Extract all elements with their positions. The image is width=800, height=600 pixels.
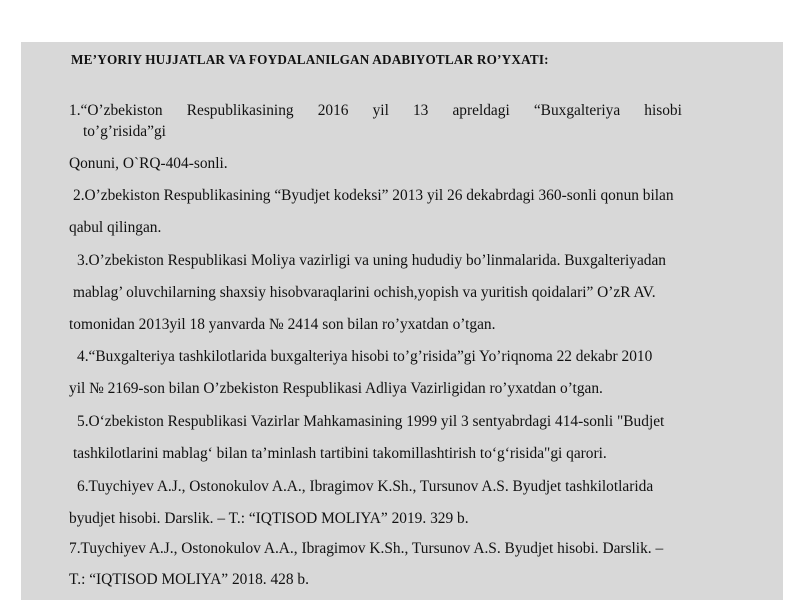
reference-2-line-1: 2.O’zbekiston Respublikasining “Byudjet kodeksi” 2013 yil 26 dekabrdagi 360-sonli qonun bilan <box>73 187 674 204</box>
reference-4-line-1: 4.“Buxgalteriya tashkilotlarida buxgalteriya hisobi to’g’risida”gi Yo’riqnoma 22 dekabr 2010 <box>77 348 653 365</box>
reference-1-line-1 <box>69 103 682 118</box>
reference-3-line-3: tomonidan 2013yil 18 yanvarda № 2414 son bilan ro’yxatdan o’tgan. <box>69 316 496 333</box>
word: 2016 <box>317 102 349 119</box>
document-body <box>21 42 783 600</box>
reference-2-line-2: qabul qilingan. <box>69 219 162 236</box>
document-page <box>21 42 783 600</box>
reference-1-line-2: to’g’risida”gi <box>83 123 166 140</box>
reference-7-line-2: T.: “IQTISOD MOLIYA” 2018. 428 b. <box>69 571 309 588</box>
reference-4-line-2: yil № 2169-son bilan O’zbekiston Respublikasi Adliya Vazirligidan ro’yxatdan o’tgan. <box>69 380 603 397</box>
reference-7-line-1: 7.Tuychiyev A.J., Ostonokulov A.A., Ibragimov K.Sh., Tursunov A.S. Byudjet hisobi. Darslik. – <box>69 540 664 557</box>
reference-3-line-2: mablag’ oluvchilarning shaxsiy hisobvaraqlarini ochish,yopish va yuritish qoidalari” O’zR AV. <box>73 284 656 301</box>
reference-5-line-1: 5.O‘zbekiston Respublikasi Vazirlar Mahkamasining 1999 yil 3 sentyabrdagi 414-sonli "Budjet <box>77 413 665 430</box>
reference-6-line-2: byudjet hisobi. Darslik. – T.: “IQTISOD MOLIYA” 2019. 329 b. <box>69 510 469 527</box>
reference-3-line-1: 3.O’zbekiston Respublikasi Moliya vazirligi va uning hududiy bo’linmalarida. Buxgalteriyadan <box>77 252 666 269</box>
word: Respublikasining <box>186 102 294 119</box>
reference-5-line-2: tashkilotlarini mablag‘ bilan ta’minlash tartibini takomillashtirish to‘g‘risida"gi qarori. <box>73 445 607 462</box>
reference-6-line-1: 6.Tuychiyev A.J., Ostonokulov A.A., Ibragimov K.Sh., Tursunov A.S. Byudjet tashkilotlarida <box>77 478 654 495</box>
word: “Buxgalteriya <box>533 102 621 119</box>
reference-1-line-3: Qonuni, O`RQ-404-sonli. <box>69 155 228 172</box>
word: 13 <box>412 102 429 119</box>
word: yil <box>372 102 389 119</box>
word: hisobi <box>644 102 682 119</box>
word: apreldagi <box>452 102 510 119</box>
word: 1.“O’zbekiston <box>69 102 163 119</box>
page-title: ME’YORIY HUJJATLAR VA FOYDALANILGAN ADABIYOTLAR RO’YXATI: <box>71 52 549 67</box>
